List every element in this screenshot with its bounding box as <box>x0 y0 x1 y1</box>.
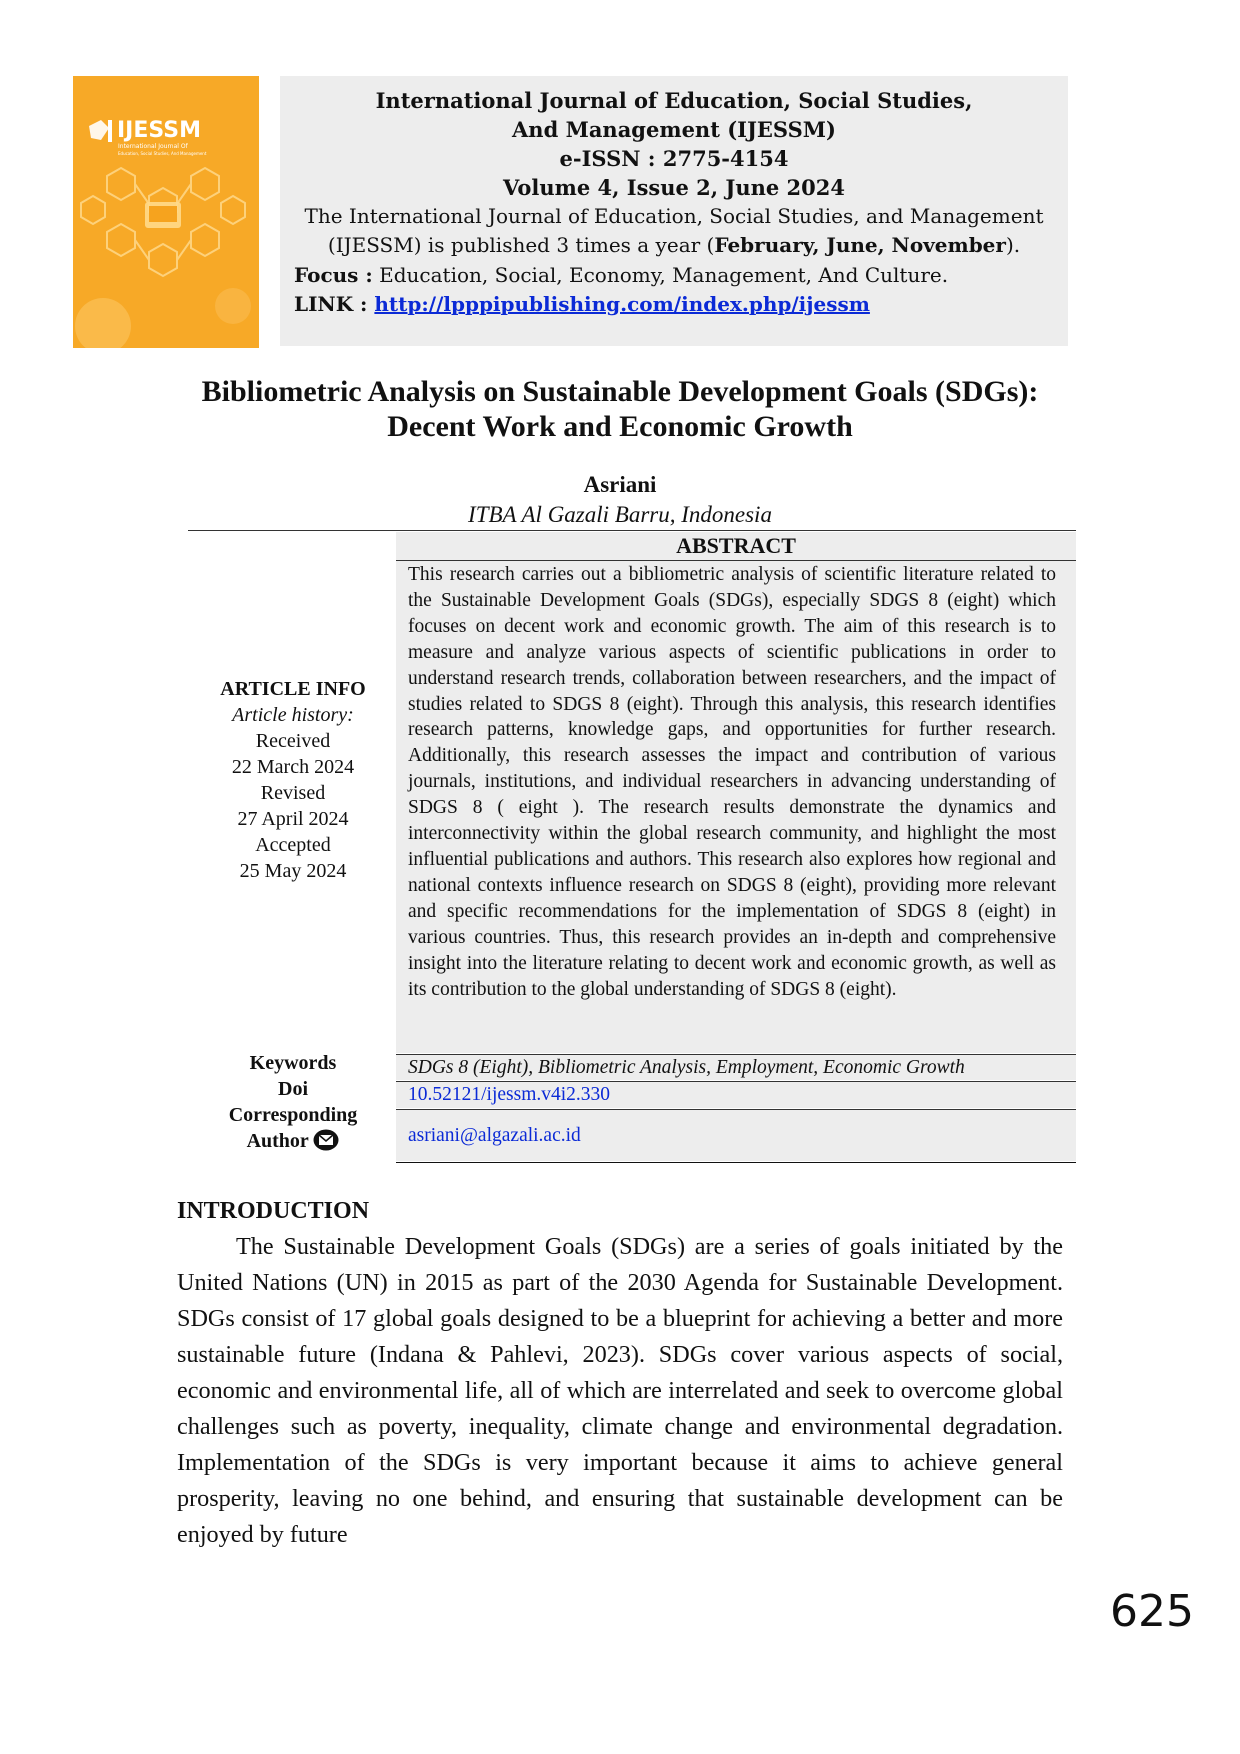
abstract-heading: ABSTRACT <box>396 532 1076 560</box>
journal-name-line1: International Journal of Education, Social Studies, <box>375 88 973 113</box>
accepted-date: 25 May 2024 <box>239 860 347 882</box>
journal-issn: e-ISSN : 2775-4154 <box>559 146 789 171</box>
received-label: Received <box>255 730 331 752</box>
article-history-label: Article history: <box>232 704 354 726</box>
accepted-label: Accepted <box>255 834 331 856</box>
keywords-label: Keywords <box>249 1052 337 1074</box>
cover-logo-subtitle: International Journal Of <box>118 143 188 150</box>
article-title <box>140 374 1100 444</box>
doi-link[interactable]: 10.52121/ijessm.v4i2.330 <box>396 1082 1076 1108</box>
author-email-link[interactable]: asriani@algazali.ac.id <box>396 1110 1076 1161</box>
cover-logo-text: IJESSM <box>117 118 201 143</box>
corresponding-author-text: Author <box>246 1130 309 1152</box>
revised-label: Revised <box>260 782 326 804</box>
journal-volume: Volume 4, Issue 2, June 2024 <box>503 175 845 200</box>
journal-cover-image <box>73 76 259 348</box>
divider-top <box>188 530 1076 531</box>
introduction-heading: INTRODUCTION <box>177 1198 370 1224</box>
focus-text: Education, Social, Economy, Management, And Culture. <box>372 263 949 287</box>
journal-link-row <box>280 291 1068 317</box>
link-label: LINK : <box>294 292 375 316</box>
journal-description-line1: The International Journal of Education, Social Studies, and Management <box>304 204 1044 228</box>
author-name: Asriani <box>583 472 657 497</box>
journal-info-box <box>280 76 1068 346</box>
title-line2: Decent Work and Economic Growth <box>387 410 853 443</box>
journal-focus <box>280 260 1068 291</box>
abstract-text: This research carries out a bibliometric analysis of scientific literature related to the Sustainable Development Goals (SDGs), especially SDGS 8 (eight) which focuses on decent work and economic growth. The aim of this research is to measure and analyze various aspects of scientific publications in order to understand research trends, collaboration between researchers, and the impact of studies related to SDGS 8 (eight). Through this analysis, this research identifies research patterns, knowledge gaps, and opportunities for further research. Additionally, this research assesses the impact and contribution of various journals, institutions, and individual researchers in advancing understanding of SDGS 8 ( eight ). The research results demonstrate the dynamics and interconnectivity within the global research community, and highlight the most influential publications and authors. This research also explores how regional and national contexts influence research on SDGS 8 (eight), providing more relevant and specific recommendations for the implementation of SDGS 8 (eight) in various countries. Thus, this research provides an in-depth and comprehensive insight into the literature relating to decent work and economic growth, as well as its contribution to the global understanding of SDGS 8 (eight). <box>396 561 1076 1053</box>
revised-date: 27 April 2024 <box>237 808 349 830</box>
author-affiliation: ITBA Al Gazali Barru, Indonesia <box>468 502 772 527</box>
divider-bottom <box>396 1162 1076 1163</box>
publication-months: February, June, November <box>714 233 1006 257</box>
envelope-icon <box>313 1129 339 1151</box>
journal-name-line2: And Management (IJESSM) <box>512 117 836 142</box>
desc-post: ). <box>1005 233 1021 257</box>
page-number: 625 <box>1110 1586 1194 1637</box>
introduction-text: The Sustainable Development Goals (SDGs) are a series of goals initiated by the United Nations (UN) in 2015 as part of the 2030 Agenda for Sustainable Development. SDGs consist of 17 global goals designed to be a blueprint for achieving a better and more sustainable future (Indana & Pahlevi, 2023). SDGs cover various aspects of social, economic and environmental life, all of which are interrelated and seek to overcome global challenges such as poverty, inequality, climate change and environmental degradation. Implementation of the SDGs is very important because it aims to achieve general prosperity, leaving no one behind, and ensuring that sustainable development can be enjoyed by future <box>177 1233 1063 1548</box>
corresponding-label-2 <box>190 1128 396 1154</box>
journal-description-line2 <box>280 231 1068 260</box>
doi-label: Doi <box>278 1078 308 1100</box>
journal-url-link[interactable]: http://lpppipublishing.com/index.php/ijessm <box>374 292 870 316</box>
cover-logo-subtitle2: Education, Social Studies, And Management <box>118 151 207 156</box>
corresponding-label-1: Corresponding <box>228 1104 358 1126</box>
desc-pre: (IJESSM) is published 3 times a year ( <box>327 233 715 257</box>
article-info <box>190 676 396 884</box>
received-date: 22 March 2024 <box>231 756 355 778</box>
title-line1: Bibliometric Analysis on Sustainable Development Goals (SDGs): <box>201 375 1039 408</box>
article-info-heading: ARTICLE INFO <box>220 678 366 700</box>
focus-label: Focus : <box>294 263 373 287</box>
keywords-value: SDGs 8 (Eight), Bibliometric Analysis, Employment, Economic Growth <box>396 1055 1076 1080</box>
